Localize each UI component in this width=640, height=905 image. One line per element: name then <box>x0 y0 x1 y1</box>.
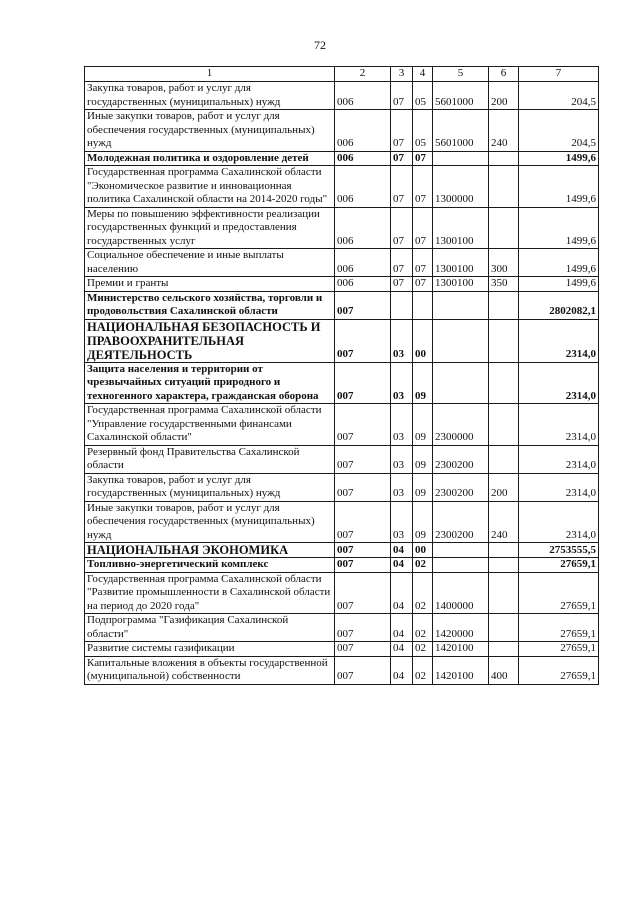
row-ministry-code: 007 <box>335 642 391 657</box>
row-section-code: 04 <box>391 642 413 657</box>
row-section-code: 04 <box>391 543 413 558</box>
row-ministry-code: 007 <box>335 319 391 362</box>
row-section-code: 03 <box>391 473 413 501</box>
table-row <box>85 445 599 473</box>
row-amount: 1499,6 <box>519 151 599 166</box>
row-target-article <box>433 543 489 558</box>
row-name: Закупка товаров, работ и услуг для государственных (муниципальных) нужд <box>85 473 335 501</box>
row-amount: 2753555,5 <box>519 543 599 558</box>
row-subsection-code: 09 <box>413 501 433 543</box>
row-section-code: 07 <box>391 166 413 208</box>
row-expense-type <box>489 543 519 558</box>
row-amount: 27659,1 <box>519 572 599 614</box>
header-col-6: 6 <box>489 67 519 82</box>
row-ministry-code: 006 <box>335 207 391 249</box>
row-subsection-code: 02 <box>413 614 433 642</box>
row-expense-type <box>489 166 519 208</box>
row-target-article: 1300100 <box>433 277 489 292</box>
row-subsection-code <box>413 291 433 319</box>
table-row <box>85 249 599 277</box>
row-section-code: 04 <box>391 572 413 614</box>
row-expense-type <box>489 614 519 642</box>
row-ministry-code: 007 <box>335 656 391 684</box>
row-section-code: 04 <box>391 656 413 684</box>
row-ministry-code: 007 <box>335 291 391 319</box>
row-expense-type <box>489 151 519 166</box>
row-ministry-code: 006 <box>335 82 391 110</box>
row-target-article <box>433 319 489 362</box>
row-expense-type <box>489 404 519 446</box>
row-target-article: 5601000 <box>433 82 489 110</box>
row-ministry-code: 006 <box>335 166 391 208</box>
row-amount: 1499,6 <box>519 166 599 208</box>
row-ministry-code: 007 <box>335 473 391 501</box>
row-expense-type <box>489 445 519 473</box>
table-row <box>85 656 599 684</box>
row-expense-type <box>489 558 519 573</box>
table-row <box>85 572 599 614</box>
row-section-code: 07 <box>391 82 413 110</box>
row-amount: 204,5 <box>519 110 599 152</box>
row-section-code: 03 <box>391 445 413 473</box>
row-subsection-code: 07 <box>413 151 433 166</box>
row-ministry-code: 006 <box>335 151 391 166</box>
table-row <box>85 151 599 166</box>
row-section-code <box>391 291 413 319</box>
header-row <box>85 67 599 82</box>
row-amount: 27659,1 <box>519 614 599 642</box>
row-expense-type: 200 <box>489 82 519 110</box>
row-amount: 2802082,1 <box>519 291 599 319</box>
row-name: НАЦИОНАЛЬНАЯ БЕЗОПАСНОСТЬ И ПРАВООХРАНИТЕЛЬНАЯ ДЕЯТЕЛЬНОСТЬ <box>85 319 335 362</box>
row-ministry-code: 007 <box>335 543 391 558</box>
row-name: Подпрограмма "Газификация Сахалинской области" <box>85 614 335 642</box>
row-name: Иные закупки товаров, работ и услуг для обеспечения государственных (муниципальных) нужд <box>85 110 335 152</box>
row-expense-type: 350 <box>489 277 519 292</box>
table-row <box>85 166 599 208</box>
row-expense-type: 300 <box>489 249 519 277</box>
row-target-article <box>433 291 489 319</box>
row-subsection-code: 07 <box>413 207 433 249</box>
row-expense-type <box>489 572 519 614</box>
row-expense-type <box>489 319 519 362</box>
row-section-code: 07 <box>391 207 413 249</box>
row-amount: 2314,0 <box>519 319 599 362</box>
table-row <box>85 207 599 249</box>
table-row <box>85 558 599 573</box>
row-amount: 2314,0 <box>519 404 599 446</box>
budget-table-body <box>85 82 599 685</box>
row-name: Государственная программа Сахалинской области "Управление государственными финансами Сахалинской области" <box>85 404 335 446</box>
row-subsection-code: 00 <box>413 319 433 362</box>
row-name: Капитальные вложения в объекты государственной (муниципальной) собственности <box>85 656 335 684</box>
row-ministry-code: 007 <box>335 572 391 614</box>
row-name: Молодежная политика и оздоровление детей <box>85 151 335 166</box>
row-ministry-code: 006 <box>335 277 391 292</box>
row-target-article: 5601000 <box>433 110 489 152</box>
table-row <box>85 614 599 642</box>
row-amount: 2314,0 <box>519 445 599 473</box>
row-name: Государственная программа Сахалинской области "Развитие промышленности в Сахалинской области на период до 2020 года" <box>85 572 335 614</box>
row-expense-type <box>489 362 519 404</box>
row-name: Государственная программа Сахалинской области "Экономическое развитие и инновационная политика Сахалинской области на 2014-2020 годы" <box>85 166 335 208</box>
row-target-article: 1300100 <box>433 207 489 249</box>
row-amount: 27659,1 <box>519 656 599 684</box>
header-col-5: 5 <box>433 67 489 82</box>
row-target-article: 1420000 <box>433 614 489 642</box>
row-name: Премии и гранты <box>85 277 335 292</box>
row-expense-type <box>489 207 519 249</box>
row-amount: 204,5 <box>519 82 599 110</box>
row-ministry-code: 007 <box>335 614 391 642</box>
row-ministry-code: 007 <box>335 362 391 404</box>
row-subsection-code: 09 <box>413 404 433 446</box>
row-section-code: 03 <box>391 404 413 446</box>
row-target-article: 2300200 <box>433 445 489 473</box>
row-expense-type <box>489 642 519 657</box>
row-subsection-code: 05 <box>413 82 433 110</box>
header-col-7: 7 <box>519 67 599 82</box>
table-row <box>85 543 599 558</box>
row-name: Развитие системы газификации <box>85 642 335 657</box>
row-amount: 1499,6 <box>519 277 599 292</box>
header-col-2: 2 <box>335 67 391 82</box>
row-name: Топливно-энергетический комплекс <box>85 558 335 573</box>
row-subsection-code: 02 <box>413 656 433 684</box>
row-amount: 2314,0 <box>519 501 599 543</box>
row-subsection-code: 02 <box>413 572 433 614</box>
header-col-4: 4 <box>413 67 433 82</box>
row-section-code: 07 <box>391 151 413 166</box>
row-amount: 2314,0 <box>519 362 599 404</box>
row-ministry-code: 006 <box>335 249 391 277</box>
row-amount: 27659,1 <box>519 558 599 573</box>
row-expense-type: 240 <box>489 501 519 543</box>
row-subsection-code: 09 <box>413 473 433 501</box>
row-name: Меры по повышению эффективности реализации государственных функций и предоставления государственных услуг <box>85 207 335 249</box>
table-row <box>85 642 599 657</box>
table-row <box>85 110 599 152</box>
row-subsection-code: 07 <box>413 277 433 292</box>
row-section-code: 07 <box>391 110 413 152</box>
row-target-article <box>433 558 489 573</box>
table-row <box>85 82 599 110</box>
row-section-code: 04 <box>391 614 413 642</box>
row-target-article: 1400000 <box>433 572 489 614</box>
row-amount: 27659,1 <box>519 642 599 657</box>
row-subsection-code: 02 <box>413 558 433 573</box>
table-row <box>85 291 599 319</box>
row-target-article: 2300200 <box>433 501 489 543</box>
row-amount: 1499,6 <box>519 207 599 249</box>
row-name: Закупка товаров, работ и услуг для государственных (муниципальных) нужд <box>85 82 335 110</box>
row-ministry-code: 007 <box>335 445 391 473</box>
table-row <box>85 319 599 362</box>
row-expense-type: 200 <box>489 473 519 501</box>
row-subsection-code: 02 <box>413 642 433 657</box>
row-name: Резервный фонд Правительства Сахалинской области <box>85 445 335 473</box>
row-ministry-code: 007 <box>335 558 391 573</box>
row-expense-type: 240 <box>489 110 519 152</box>
row-subsection-code: 05 <box>413 110 433 152</box>
row-section-code: 03 <box>391 362 413 404</box>
row-section-code: 03 <box>391 319 413 362</box>
row-amount: 1499,6 <box>519 249 599 277</box>
row-subsection-code: 07 <box>413 249 433 277</box>
row-section-code: 03 <box>391 501 413 543</box>
row-section-code: 07 <box>391 249 413 277</box>
table-row <box>85 501 599 543</box>
row-target-article: 1420100 <box>433 656 489 684</box>
table-row <box>85 277 599 292</box>
row-target-article <box>433 151 489 166</box>
table-row <box>85 473 599 501</box>
row-subsection-code: 00 <box>413 543 433 558</box>
row-target-article: 2300000 <box>433 404 489 446</box>
row-expense-type <box>489 291 519 319</box>
row-ministry-code: 007 <box>335 404 391 446</box>
row-target-article: 1300000 <box>433 166 489 208</box>
row-target-article: 1420100 <box>433 642 489 657</box>
header-col-3: 3 <box>391 67 413 82</box>
row-name: Иные закупки товаров, работ и услуг для обеспечения государственных (муниципальных) нужд <box>85 501 335 543</box>
row-subsection-code: 09 <box>413 362 433 404</box>
row-section-code: 04 <box>391 558 413 573</box>
row-name: НАЦИОНАЛЬНАЯ ЭКОНОМИКА <box>85 543 335 558</box>
row-section-code: 07 <box>391 277 413 292</box>
row-ministry-code: 006 <box>335 110 391 152</box>
row-target-article: 1300100 <box>433 249 489 277</box>
row-expense-type: 400 <box>489 656 519 684</box>
budget-table <box>84 66 599 685</box>
row-name: Социальное обеспечение и иные выплаты населению <box>85 249 335 277</box>
row-subsection-code: 07 <box>413 166 433 208</box>
row-ministry-code: 007 <box>335 501 391 543</box>
page-number: 72 <box>314 38 326 52</box>
table-row <box>85 362 599 404</box>
row-name: Защита населения и территории от чрезвычайных ситуаций природного и техногенного характера, гражданская оборона <box>85 362 335 404</box>
row-name: Министерство сельского хозяйства, торговли и продовольствия Сахалинской области <box>85 291 335 319</box>
row-amount: 2314,0 <box>519 473 599 501</box>
header-col-1: 1 <box>85 67 335 82</box>
table-row <box>85 404 599 446</box>
row-target-article <box>433 362 489 404</box>
row-target-article: 2300200 <box>433 473 489 501</box>
row-subsection-code: 09 <box>413 445 433 473</box>
